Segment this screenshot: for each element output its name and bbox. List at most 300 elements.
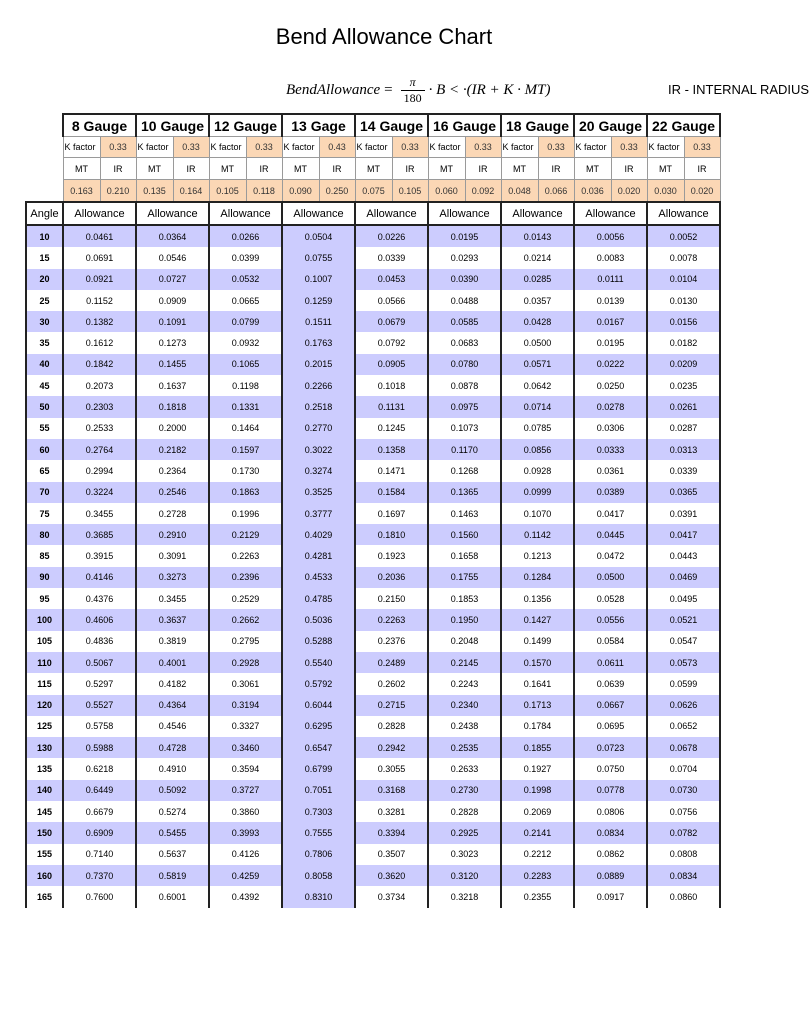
angle-cell: 90 — [26, 567, 63, 588]
ir-label: IR — [684, 158, 720, 180]
angle-cell: 70 — [26, 482, 63, 503]
allowance-cell: 0.6547 — [282, 737, 355, 758]
allowance-cell: 0.0546 — [136, 247, 209, 268]
allowance-cell: 0.7140 — [63, 844, 136, 865]
allowance-cell: 0.0799 — [209, 311, 282, 332]
allowance-cell: 0.3860 — [209, 801, 282, 822]
allowance-cell: 0.3224 — [63, 482, 136, 503]
allowance-cell: 0.2928 — [209, 652, 282, 673]
bend-allowance-table — [25, 113, 721, 908]
allowance-cell: 0.0714 — [501, 396, 574, 417]
allowance-cell: 0.3727 — [209, 780, 282, 801]
allowance-cell: 0.0391 — [647, 503, 720, 524]
allowance-cell: 0.0472 — [574, 545, 647, 566]
allowance-cell: 0.5297 — [63, 673, 136, 694]
k-factor-label: K factor — [428, 137, 465, 158]
allowance-cell: 0.0652 — [647, 716, 720, 737]
allowance-cell: 0.5988 — [63, 737, 136, 758]
allowance-cell: 0.4546 — [136, 716, 209, 737]
allowance-cell: 0.0584 — [574, 631, 647, 652]
gauge-name: 22 Gauge — [647, 114, 720, 137]
allowance-cell: 0.2015 — [282, 354, 355, 375]
allowance-cell: 0.4910 — [136, 758, 209, 779]
ir-note: IR - INTERNAL RADIUS — [668, 82, 809, 97]
allowance-cell: 0.4126 — [209, 844, 282, 865]
allowance-cell: 0.6449 — [63, 780, 136, 801]
corner-cell — [26, 137, 63, 158]
angle-cell: 145 — [26, 801, 63, 822]
allowance-cell: 0.4146 — [63, 567, 136, 588]
allowance-cell: 0.1365 — [428, 482, 501, 503]
allowance-cell: 0.7370 — [63, 865, 136, 886]
table-row — [26, 545, 720, 566]
allowance-cell: 0.0695 — [574, 716, 647, 737]
allowance-cell: 0.1382 — [63, 311, 136, 332]
allowance-cell: 0.2602 — [355, 673, 428, 694]
angle-cell: 25 — [26, 290, 63, 311]
allowance-cell: 0.5036 — [282, 609, 355, 630]
allowance-cell: 0.1784 — [501, 716, 574, 737]
allowance-cell: 0.6799 — [282, 758, 355, 779]
allowance-cell: 0.1170 — [428, 439, 501, 460]
allowance-header: Allowance — [355, 202, 428, 225]
allowance-cell: 0.1842 — [63, 354, 136, 375]
allowance-cell: 0.3594 — [209, 758, 282, 779]
allowance-cell: 0.0975 — [428, 396, 501, 417]
table-row — [26, 780, 720, 801]
angle-cell: 40 — [26, 354, 63, 375]
formula-lhs: BendAllowance — [286, 81, 381, 98]
allowance-cell: 0.4728 — [136, 737, 209, 758]
allowance-cell: 0.0083 — [574, 247, 647, 268]
allowance-cell: 0.0806 — [574, 801, 647, 822]
gauge-name: 20 Gauge — [574, 114, 647, 137]
allowance-cell: 0.0917 — [574, 886, 647, 907]
allowance-cell: 0.1597 — [209, 439, 282, 460]
allowance-cell: 0.0339 — [355, 247, 428, 268]
allowance-cell: 0.5067 — [63, 652, 136, 673]
ir-label: IR — [611, 158, 647, 180]
allowance-cell: 0.1923 — [355, 545, 428, 566]
mt-label: MT — [282, 158, 319, 180]
ir-label: IR — [173, 158, 209, 180]
allowance-cell: 0.1713 — [501, 695, 574, 716]
corner-cell — [26, 158, 63, 180]
allowance-cell: 0.2000 — [136, 418, 209, 439]
allowance-cell: 0.1730 — [209, 460, 282, 481]
allowance-cell: 0.1511 — [282, 311, 355, 332]
allowance-cell: 0.2828 — [428, 801, 501, 822]
allowance-cell: 0.3194 — [209, 695, 282, 716]
allowance-cell: 0.8310 — [282, 886, 355, 907]
angle-cell: 105 — [26, 631, 63, 652]
allowance-cell: 0.0495 — [647, 588, 720, 609]
mt-label: MT — [63, 158, 100, 180]
allowance-cell: 0.3525 — [282, 482, 355, 503]
allowance-cell: 0.4376 — [63, 588, 136, 609]
allowance-header: Allowance — [428, 202, 501, 225]
allowance-cell: 0.7555 — [282, 822, 355, 843]
allowance-header: Allowance — [282, 202, 355, 225]
allowance-cell: 0.0287 — [647, 418, 720, 439]
allowance-cell: 0.1358 — [355, 439, 428, 460]
gauge-name: 16 Gauge — [428, 114, 501, 137]
allowance-cell: 0.3022 — [282, 439, 355, 460]
allowance-cell: 0.1863 — [209, 482, 282, 503]
table-row — [26, 503, 720, 524]
allowance-cell: 0.3819 — [136, 631, 209, 652]
allowance-cell: 0.0571 — [501, 354, 574, 375]
allowance-cell: 0.0357 — [501, 290, 574, 311]
allowance-cell: 0.1927 — [501, 758, 574, 779]
allowance-cell: 0.2730 — [428, 780, 501, 801]
angle-cell: 120 — [26, 695, 63, 716]
allowance-cell: 0.0678 — [647, 737, 720, 758]
gauge-name: 18 Gauge — [501, 114, 574, 137]
k-factor-label: K factor — [209, 137, 246, 158]
mt-value: 0.163 — [63, 180, 100, 203]
allowance-cell: 0.4029 — [282, 524, 355, 545]
allowance-cell: 0.4836 — [63, 631, 136, 652]
allowance-cell: 0.3091 — [136, 545, 209, 566]
allowance-cell: 0.0056 — [574, 225, 647, 247]
ir-label: IR — [465, 158, 501, 180]
allowance-cell: 0.0209 — [647, 354, 720, 375]
allowance-cell: 0.0928 — [501, 460, 574, 481]
allowance-cell: 0.6909 — [63, 822, 136, 843]
allowance-header: Allowance — [209, 202, 282, 225]
ir-value: 0.118 — [246, 180, 282, 203]
allowance-cell: 0.1065 — [209, 354, 282, 375]
allowance-cell: 0.0556 — [574, 609, 647, 630]
allowance-cell: 0.5288 — [282, 631, 355, 652]
gauge-name: 14 Gauge — [355, 114, 428, 137]
allowance-cell: 0.0111 — [574, 269, 647, 290]
allowance-cell: 0.2994 — [63, 460, 136, 481]
allowance-cell: 0.5455 — [136, 822, 209, 843]
allowance-cell: 0.2141 — [501, 822, 574, 843]
allowance-cell: 0.0566 — [355, 290, 428, 311]
mt-value: 0.048 — [501, 180, 538, 203]
allowance-cell: 0.0528 — [574, 588, 647, 609]
table-row — [26, 822, 720, 843]
angle-cell: 65 — [26, 460, 63, 481]
allowance-cell: 0.0878 — [428, 375, 501, 396]
allowance-cell: 0.5092 — [136, 780, 209, 801]
table-row — [26, 609, 720, 630]
allowance-cell: 0.2518 — [282, 396, 355, 417]
allowance-cell: 0.0932 — [209, 332, 282, 353]
allowance-cell: 0.2376 — [355, 631, 428, 652]
table-row — [26, 247, 720, 268]
allowance-cell: 0.0691 — [63, 247, 136, 268]
angle-cell: 60 — [26, 439, 63, 460]
allowance-cell: 0.0182 — [647, 332, 720, 353]
table-row — [26, 673, 720, 694]
angle-cell: 80 — [26, 524, 63, 545]
angle-cell: 125 — [26, 716, 63, 737]
table-row — [26, 652, 720, 673]
ir-value: 0.066 — [538, 180, 574, 203]
allowance-cell: 0.3637 — [136, 609, 209, 630]
table-row — [26, 418, 720, 439]
allowance-cell: 0.0266 — [209, 225, 282, 247]
ir-value: 0.105 — [392, 180, 428, 203]
allowance-cell: 0.1818 — [136, 396, 209, 417]
allowance-cell: 0.0547 — [647, 631, 720, 652]
allowance-cell: 0.1091 — [136, 311, 209, 332]
allowance-cell: 0.0195 — [428, 225, 501, 247]
allowance-cell: 0.0167 — [574, 311, 647, 332]
angle-cell: 85 — [26, 545, 63, 566]
allowance-cell: 0.3620 — [355, 865, 428, 886]
allowance-cell: 0.4281 — [282, 545, 355, 566]
allowance-cell: 0.3455 — [63, 503, 136, 524]
allowance-cell: 0.4259 — [209, 865, 282, 886]
allowance-cell: 0.0532 — [209, 269, 282, 290]
allowance-cell: 0.0143 — [501, 225, 574, 247]
table-row — [26, 354, 720, 375]
allowance-cell: 0.2662 — [209, 609, 282, 630]
formula-fraction — [401, 76, 425, 105]
allowance-cell: 0.4182 — [136, 673, 209, 694]
allowance-cell: 0.1198 — [209, 375, 282, 396]
allowance-cell: 0.1007 — [282, 269, 355, 290]
angle-cell: 75 — [26, 503, 63, 524]
k-factor-label: K factor — [574, 137, 611, 158]
formula-equals: = — [384, 81, 393, 98]
allowance-cell: 0.1070 — [501, 503, 574, 524]
allowance-cell: 0.0445 — [574, 524, 647, 545]
formula-rhs: · B < ·(IR + K · MT) — [428, 81, 551, 98]
allowance-cell: 0.0573 — [647, 652, 720, 673]
allowance-cell: 0.1855 — [501, 737, 574, 758]
mt-value: 0.075 — [355, 180, 392, 203]
allowance-cell: 0.0389 — [574, 482, 647, 503]
table-row — [26, 865, 720, 886]
allowance-cell: 0.3218 — [428, 886, 501, 907]
angle-cell: 150 — [26, 822, 63, 843]
allowance-cell: 0.3327 — [209, 716, 282, 737]
allowance-cell: 0.6295 — [282, 716, 355, 737]
allowance-cell: 0.1131 — [355, 396, 428, 417]
allowance-cell: 0.0834 — [647, 865, 720, 886]
allowance-cell: 0.0339 — [647, 460, 720, 481]
allowance-cell: 0.2150 — [355, 588, 428, 609]
table-row — [26, 524, 720, 545]
allowance-cell: 0.1464 — [209, 418, 282, 439]
allowance-cell: 0.0293 — [428, 247, 501, 268]
allowance-cell: 0.1637 — [136, 375, 209, 396]
k-factor-row — [26, 137, 720, 158]
angle-cell: 165 — [26, 886, 63, 907]
allowance-cell: 0.3274 — [282, 460, 355, 481]
angle-cell: 10 — [26, 225, 63, 247]
allowance-cell: 0.1560 — [428, 524, 501, 545]
k-factor-value: 0.33 — [684, 137, 720, 158]
angle-cell: 50 — [26, 396, 63, 417]
ir-label: IR — [100, 158, 136, 180]
k-factor-value: 0.33 — [173, 137, 209, 158]
allowance-cell: 0.0104 — [647, 269, 720, 290]
allowance-cell: 0.4533 — [282, 567, 355, 588]
allowance-cell: 0.4001 — [136, 652, 209, 673]
allowance-cell: 0.0642 — [501, 375, 574, 396]
allowance-cell: 0.0078 — [647, 247, 720, 268]
allowance-cell: 0.1284 — [501, 567, 574, 588]
allowance-cell: 0.3777 — [282, 503, 355, 524]
allowance-cell: 0.3273 — [136, 567, 209, 588]
allowance-cell: 0.3281 — [355, 801, 428, 822]
mt-value: 0.105 — [209, 180, 246, 203]
allowance-cell: 0.0856 — [501, 439, 574, 460]
table-row — [26, 311, 720, 332]
allowance-cell: 0.2795 — [209, 631, 282, 652]
angle-cell: 55 — [26, 418, 63, 439]
allowance-cell: 0.0639 — [574, 673, 647, 694]
k-factor-label: K factor — [63, 137, 100, 158]
allowance-cell: 0.2770 — [282, 418, 355, 439]
table-row — [26, 290, 720, 311]
k-factor-label: K factor — [647, 137, 684, 158]
allowance-cell: 0.1612 — [63, 332, 136, 353]
angle-cell: 130 — [26, 737, 63, 758]
allowance-cell: 0.0504 — [282, 225, 355, 247]
gauge-header-row — [26, 114, 720, 137]
allowance-cell: 0.0780 — [428, 354, 501, 375]
allowance-cell: 0.2303 — [63, 396, 136, 417]
gauge-name: 8 Gauge — [63, 114, 136, 137]
allowance-cell: 0.3394 — [355, 822, 428, 843]
allowance-cell: 0.3507 — [355, 844, 428, 865]
allowance-cell: 0.1810 — [355, 524, 428, 545]
allowance-cell: 0.1570 — [501, 652, 574, 673]
allowance-cell: 0.4606 — [63, 609, 136, 630]
allowance-cell: 0.4392 — [209, 886, 282, 907]
allowance-cell: 0.0599 — [647, 673, 720, 694]
k-factor-label: K factor — [501, 137, 538, 158]
table-row — [26, 695, 720, 716]
allowance-cell: 0.2073 — [63, 375, 136, 396]
allowance-cell: 0.0417 — [647, 524, 720, 545]
k-factor-value: 0.33 — [611, 137, 647, 158]
allowance-cell: 0.0313 — [647, 439, 720, 460]
table-row — [26, 737, 720, 758]
allowance-cell: 0.1853 — [428, 588, 501, 609]
allowance-cell: 0.0365 — [647, 482, 720, 503]
allowance-cell: 0.0921 — [63, 269, 136, 290]
angle-cell: 115 — [26, 673, 63, 694]
allowance-cell: 0.0679 — [355, 311, 428, 332]
allowance-cell: 0.0156 — [647, 311, 720, 332]
allowance-cell: 0.2243 — [428, 673, 501, 694]
angle-header: Angle — [26, 202, 63, 225]
angle-cell: 135 — [26, 758, 63, 779]
angle-cell: 155 — [26, 844, 63, 865]
k-factor-value: 0.33 — [538, 137, 574, 158]
table-row — [26, 758, 720, 779]
allowance-cell: 0.2633 — [428, 758, 501, 779]
allowance-cell: 0.0488 — [428, 290, 501, 311]
table-row — [26, 225, 720, 247]
mt-label: MT — [501, 158, 538, 180]
allowance-cell: 0.0792 — [355, 332, 428, 353]
allowance-cell: 0.1584 — [355, 482, 428, 503]
allowance-cell: 0.0130 — [647, 290, 720, 311]
allowance-cell: 0.0755 — [282, 247, 355, 268]
allowance-cell: 0.2340 — [428, 695, 501, 716]
allowance-cell: 0.1996 — [209, 503, 282, 524]
allowance-cell: 0.3993 — [209, 822, 282, 843]
allowance-cell: 0.1697 — [355, 503, 428, 524]
ir-value: 0.250 — [319, 180, 355, 203]
allowance-cell: 0.0195 — [574, 332, 647, 353]
allowance-cell: 0.1142 — [501, 524, 574, 545]
allowance-cell: 0.0139 — [574, 290, 647, 311]
angle-cell: 30 — [26, 311, 63, 332]
allowance-cell: 0.0704 — [647, 758, 720, 779]
allowance-header: Allowance — [136, 202, 209, 225]
allowance-cell: 0.5758 — [63, 716, 136, 737]
allowance-cell: 0.0860 — [647, 886, 720, 907]
allowance-cell: 0.0399 — [209, 247, 282, 268]
allowance-cell: 0.0727 — [136, 269, 209, 290]
allowance-header: Allowance — [63, 202, 136, 225]
allowance-cell: 0.0778 — [574, 780, 647, 801]
allowance-cell: 0.0665 — [209, 290, 282, 311]
table-row — [26, 396, 720, 417]
allowance-cell: 0.1499 — [501, 631, 574, 652]
allowance-cell: 0.0261 — [647, 396, 720, 417]
allowance-cell: 0.0808 — [647, 844, 720, 865]
allowance-cell: 0.3061 — [209, 673, 282, 694]
allowance-cell: 0.2036 — [355, 567, 428, 588]
allowance-cell: 0.1427 — [501, 609, 574, 630]
allowance-cell: 0.0361 — [574, 460, 647, 481]
allowance-cell: 0.3055 — [355, 758, 428, 779]
allowance-cell: 0.3460 — [209, 737, 282, 758]
allowance-cell: 0.0428 — [501, 311, 574, 332]
mt-value: 0.030 — [647, 180, 684, 203]
k-factor-label: K factor — [136, 137, 173, 158]
allowance-cell: 0.1356 — [501, 588, 574, 609]
allowance-cell: 0.0750 — [574, 758, 647, 779]
allowance-cell: 0.1273 — [136, 332, 209, 353]
allowance-cell: 0.5792 — [282, 673, 355, 694]
angle-cell: 110 — [26, 652, 63, 673]
allowance-cell: 0.0785 — [501, 418, 574, 439]
allowance-cell: 0.0999 — [501, 482, 574, 503]
allowance-cell: 0.1259 — [282, 290, 355, 311]
allowance-header: Allowance — [647, 202, 720, 225]
ir-value: 0.092 — [465, 180, 501, 203]
allowance-cell: 0.0235 — [647, 375, 720, 396]
allowance-cell: 0.0453 — [355, 269, 428, 290]
allowance-cell: 0.4785 — [282, 588, 355, 609]
allowance-cell: 0.2396 — [209, 567, 282, 588]
allowance-cell: 0.0469 — [647, 567, 720, 588]
allowance-cell: 0.3023 — [428, 844, 501, 865]
allowance-cell: 0.1245 — [355, 418, 428, 439]
allowance-cell: 0.0214 — [501, 247, 574, 268]
k-factor-label: K factor — [355, 137, 392, 158]
angle-cell: 20 — [26, 269, 63, 290]
allowance-cell: 0.0585 — [428, 311, 501, 332]
allowance-cell: 0.2145 — [428, 652, 501, 673]
allowance-cell: 0.1755 — [428, 567, 501, 588]
allowance-cell: 0.2129 — [209, 524, 282, 545]
ir-value: 0.210 — [100, 180, 136, 203]
